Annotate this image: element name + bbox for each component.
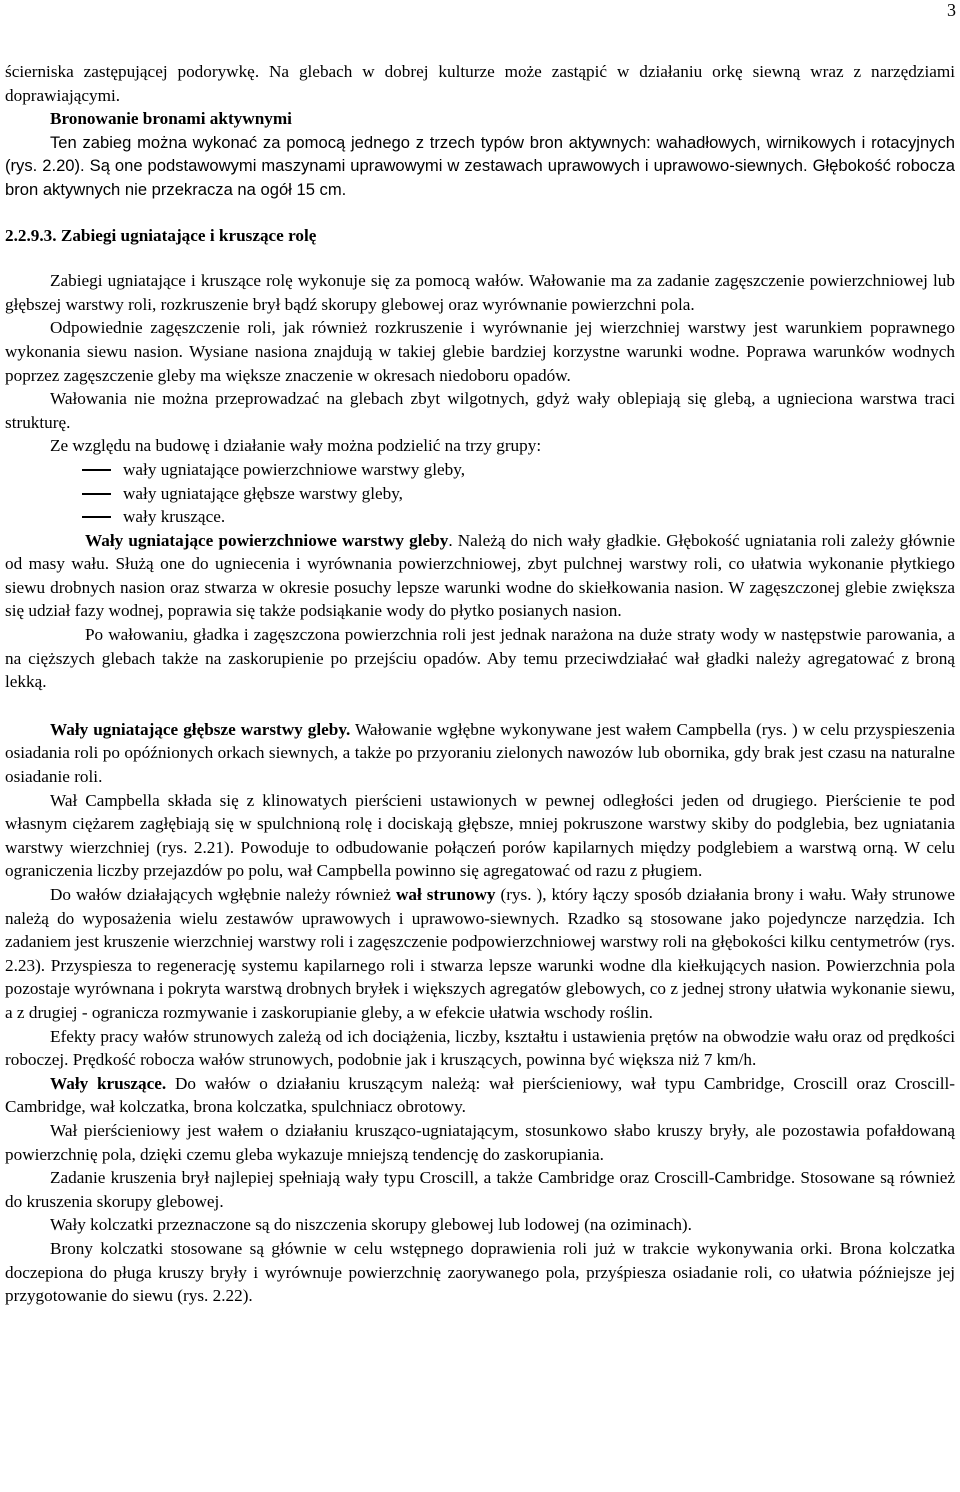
surface-rollers-paragraph-2: Po wałowaniu, gładka i zagęszczona powierzchnia roli jest jednak narażona na duże straty wody w następstwie parowania, a na cięższych glebach także na zaskorupienie po przejściu opadów. Aby temu przeciwdziałać wał gładki należy agregatować z broną lekką. [5, 625, 955, 692]
roller-groups-list [5, 458, 955, 529]
string-roller-paragraph: Do wałów działających wgłębnie należy również wał strunowy (rys. ), który łączy sposób działania brony i wału. Wały strunowe należą do wyposażenia wielu zestawów uprawowych i uprawowo-siewnych. Rzadko są stosowane jako pojedyncze narzędzia. Ich zadaniem jest kruszenie wierzchniej warstwy roli i zagęszczenie podpowierzchniowej warstwy roli na głębokości kilku centymetrów (rys. 2.23). Przyspiesza to regenerację systemu kapilarnego roli i stwarza lepsze warunki wodne dla kiełkujących nasion. Powierzchnia pola pozostaje wyrównana i pokryta warstwą drobnych bryłek i większych agregatów glebowych, co z jednej strony ułatwia wykonanie siewu, a z drugiej - ogranicza rozmywanie i zaskorupianie gleby, a w efekcie ułatwia wschody roślin. [5, 885, 955, 1022]
ring-roller-paragraph: Wał pierścieniowy jest wałem o działaniu krusząco-ugniatającym, stosunkowo słabo kruszy bryły, ale pozostawia pofałdowaną powierzchnię pola, dzięki czemu gleba wykazuje mniejszą tendencję do zaskorupiania. [5, 1120, 955, 1164]
spike-harrow-paragraph: Brony kolczatki stosowane są głównie w celu wstępnego doprawienia roli już w trakcie wykonywania orki. Brona kolczatka doczepiona do pługa kruszy bryły i wyrównuje powierzchnię zaorywanego pola, przyśpiesza osiadanie roli, co ułatwia późniejsze jej przygotowanie do siewu (rys. 2.22). [5, 1238, 955, 1306]
surface-rollers-title: Wały ugniatające powierzchniowe warstwy gleby [85, 530, 449, 550]
list-item: wały ugniatające głębsze warstwy gleby, [5, 482, 955, 506]
rolling-paragraph-1: Zabiegi ugniatające i kruszące rolę wykonuje się za pomocą wałów. Wałowanie ma za zadanie zagęszczenie powierzchniowej lub głębszej warstwy roli, rozkruszenie brył bądź skorupy glebowej oraz wyrównanie powierzchni pola. [5, 271, 955, 314]
harrow-title [5, 107, 955, 131]
list-item: wały ugniatające powierzchniowe warstwy gleby, [5, 458, 955, 482]
croscill-paragraph: Zadanie kruszenia brył najlepiej spełniają wały typu Croscill, a także Cambridge oraz Croscill-Cambridge. Stosowane są również do kruszenia skorupy glebowej. [5, 1168, 955, 1211]
dash-bullet [82, 469, 111, 471]
harrow-title-text: Bronowanie bronami aktywnymi [50, 109, 292, 129]
harrow-paragraph: Ten zabieg można wykonać za pomocą jednego z trzech typów bron aktywnych: wahadłowych, wirnikowych i rotacyjnych (rys. 2.20). Są one podstawowymi maszynami uprawowymi w zestawach uprawowych i uprawowo-siewnych. Głębokość robocza bron aktywnych nie przekracza na ogół 15 cm. [5, 132, 955, 199]
groups-intro: Ze względu na budowę i działanie wały można podzielić na trzy grupy: [50, 436, 542, 456]
paragraph-gap [5, 694, 955, 718]
deep-rollers-paragraph: Wały ugniatające głębsze warstwy gleby. Wałowanie wgłębne wykonywane jest wałem Campbella (rys. ) w celu przyspieszenia osiadania roli po opóźnionych orkach siewnych, a także po przyoraniu zielonych nawozów lub obornika, gdy brak jest czasu na naturalne osiadanie roli. [5, 719, 955, 787]
dash-bullet [82, 516, 111, 518]
section-heading: 2.2.9.3. Zabiegi ugniatające i kruszące rolę [5, 225, 317, 245]
surface-rollers-paragraph: Wały ugniatające powierzchniowe warstwy gleby. Należą do nich wały gładkie. Głębokość ugniatania roli zależy głównie od masy wału. Służą one do ugniecenia i wyrównania powierzchniowej, zbyt pulchnej warstwy roli, co ułatwia wykonanie płytkiego siewu drobnych nasion oraz stwarza w okresie posuchy lepsze warunki wodne do skiełkowania nasion. W zagęszczonej glebie zwiększa się udział fazy wodnej, poprawia się także podsiąkanie wody do płytko posianych nasion. [5, 530, 956, 621]
rolling-paragraph-2: Odpowiednie zagęszczenie roli, jak również rozkruszenie i wyrównanie jej wierzchniej warstwy jest warunkiem poprawnego wykonania siewu nasion. Wysiane nasiona znajdują w takiej glebie bardziej korzystne warunki wodne. Poprawa warunków wodnych poprzez zagęszczenie gleby ma większe znaczenie w okresach niedoboru opadów. [5, 318, 955, 385]
page-number: 3 [947, 0, 956, 20]
campbell-paragraph: Wał Campbella składa się z klinowatych pierścieni ustawionych w pewnej odległości jeden od drugiego. Pierścienie te pod własnym ciężarem zagłębiają się w spulchnioną rolę i dociskają głębsze, mniej pokruszone warstwy skiby do podglebia, bez ugniatania warstwy wierzchniej (rys. 2.21). Powoduje to odbudowanie połączeń porów kapilarnych między podglebiem a warstwą orną. W celu ograniczenia liczby przejazdów po polu, wał Campbella powinno się agregatować od razu z pługiem. [5, 790, 955, 881]
spike-roller-paragraph: Wały kolczatki przeznaczone są do niszczenia skorupy glebowej lub lodowej (na oziminach). [50, 1215, 692, 1235]
list-item: wały kruszące. [5, 505, 955, 529]
crushing-rollers-title: Wały kruszące. [50, 1073, 167, 1093]
dash-bullet [82, 493, 111, 495]
crushing-rollers-paragraph: Wały kruszące. Do wałów o działaniu kruszącym należą: wał pierścieniowy, wał typu Cambridge, Croscill oraz Croscill-Cambridge, wał kolczatka, brona kolczatka, spulchniacz obrotowy. [5, 1073, 955, 1117]
rolling-paragraph-3: Wałowania nie można przeprowadzać na glebach zbyt wilgotnych, gdyż wały oblepiają się glebą, a ugnieciona warstwa traci strukturę. [5, 389, 955, 432]
string-roller-effects-paragraph: Efekty pracy wałów strunowych zależą od ich dociążenia, liczby, kształtu i ustawienia prętów na obwodzie wału oraz od prędkości roboczej. Prędkość robocza wałów strunowych, podobnie jak i kruszących, powinna być większa niż 7 km/h. [5, 1026, 955, 1070]
deep-rollers-title: Wały ugniatające głębsze warstwy gleby. [50, 719, 351, 739]
document-body [5, 60, 955, 1308]
continuation-paragraph: ścierniska zastępującej podorywkę. Na glebach w dobrej kulturze może zastąpić w działaniu orkę siewną wraz z narzędziami doprawiającymi. [5, 62, 955, 105]
